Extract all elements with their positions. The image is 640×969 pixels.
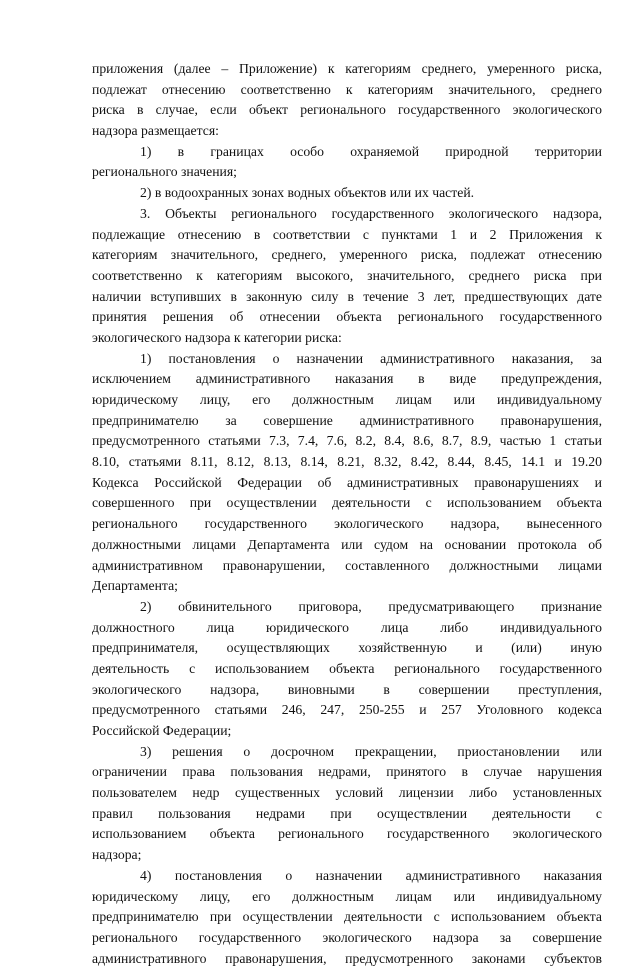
text-line: должностного лица юридического лица либо индивидуального — [92, 619, 602, 635]
text-line: деятельность с использованием объекта регионального государственного — [92, 660, 602, 676]
text-line: Департамента; — [92, 578, 178, 594]
text-line: Кодекса Российской Федерации об административных правонарушениях и — [92, 474, 602, 490]
text-line: категориям значительного, среднего, умеренного риска, подлежат отнесению — [92, 247, 602, 263]
document-body — [92, 59, 602, 969]
text-line: надзора размещается: — [92, 123, 219, 139]
text-line: регионального значения; — [92, 164, 237, 180]
text-line: принятия решения об отнесении объекта регионального государственного — [92, 309, 602, 325]
text-line: пользователем недр существенных условий лицензии либо установленных — [92, 785, 602, 801]
text-line: 8.10, статьями 8.11, 8.12, 8.13, 8.14, 8.21, 8.32, 8.42, 8.44, 8.45, 14.1 и 19.20 — [92, 454, 602, 470]
text-line: риска в случае, если объект регионального государственного экологического — [92, 102, 602, 118]
text-line: экологического надзора, виновными в совершении преступления, — [92, 681, 602, 697]
text-line: приложения (далее – Приложение) к категориям среднего, умеренного риска, — [92, 61, 602, 76]
text-line: предусмотренного статьями 246, 247, 250-255 и 257 Уголовного кодекса — [92, 702, 602, 718]
text-line: подлежащие отнесению в соответствии с пунктами 1 и 2 Приложения к — [92, 226, 602, 242]
text-line: регионального государственного экологического надзора за совершение — [92, 929, 602, 945]
text-line: соответственно к категориям высокого, значительного, среднего риска при — [92, 267, 602, 283]
text-line: предусмотренного статьями 7.3, 7.4, 7.6, 8.2, 8.4, 8.6, 8.7, 8.9, частью 1 статьи — [92, 433, 602, 449]
text-line: 1) постановления о назначении административного наказания, за — [140, 350, 602, 366]
text-line: наличии вступивших в законную силу в течение 3 лет, предшествующих дате — [92, 288, 602, 304]
text-line: административном правонарушении, составленного должностными лицами — [92, 557, 602, 573]
text-line: должностными лицами Департамента или судом на основании протокола об — [92, 536, 602, 552]
text-line: 2) в водоохранных зонах водных объектов или их частей. — [140, 185, 475, 201]
text-line: предпринимателю при осуществлении деятельности с использованием объекта — [92, 909, 602, 925]
text-line: подлежат отнесению соответственно к категориям значительного, среднего — [92, 81, 602, 97]
text-line: юридическому лицу, его должностным лицам или индивидуальному — [92, 392, 602, 407]
text-line: юридическому лицу, его должностным лицам или индивидуальному — [92, 888, 602, 904]
text-line: использованием объекта регионального государственного экологического — [92, 826, 602, 842]
text-line: предпринимателю за совершение административного правонарушения, — [92, 412, 602, 428]
text-line: исключением административного наказания в виде предупреждения, — [92, 371, 602, 387]
text-line: ограничении права пользования недрами, принятого в случае нарушения — [92, 764, 602, 780]
text-line: Российской Федерации; — [92, 723, 232, 738]
text-line: 3. Объекты регионального государственного экологического надзора, — [140, 205, 602, 221]
text-line: экологического надзора к категории риска: — [92, 329, 342, 345]
text-line: 3) решения о досрочном прекращении, приостановлении или — [140, 743, 602, 759]
text-line: 2) обвинительного приговора, предусматривающего признание — [140, 598, 602, 614]
text-line: 4) постановления о назначении административного наказания — [140, 867, 602, 883]
text-line: совершенного при осуществлении деятельности с использованием объекта — [92, 495, 602, 511]
text-line: надзора; — [92, 847, 142, 863]
text-line: административного правонарушения, предусмотренного законами субъектов — [92, 950, 602, 966]
text-line: правил пользования недрами при осуществлении деятельности с — [92, 805, 602, 821]
text-line: предпринимателя, осуществляющих хозяйственную и (или) иную — [92, 640, 602, 656]
text-line: регионального государственного экологического надзора, вынесенного — [92, 516, 602, 532]
text-line: 1) в границах особо охраняемой природной территории — [140, 143, 602, 159]
